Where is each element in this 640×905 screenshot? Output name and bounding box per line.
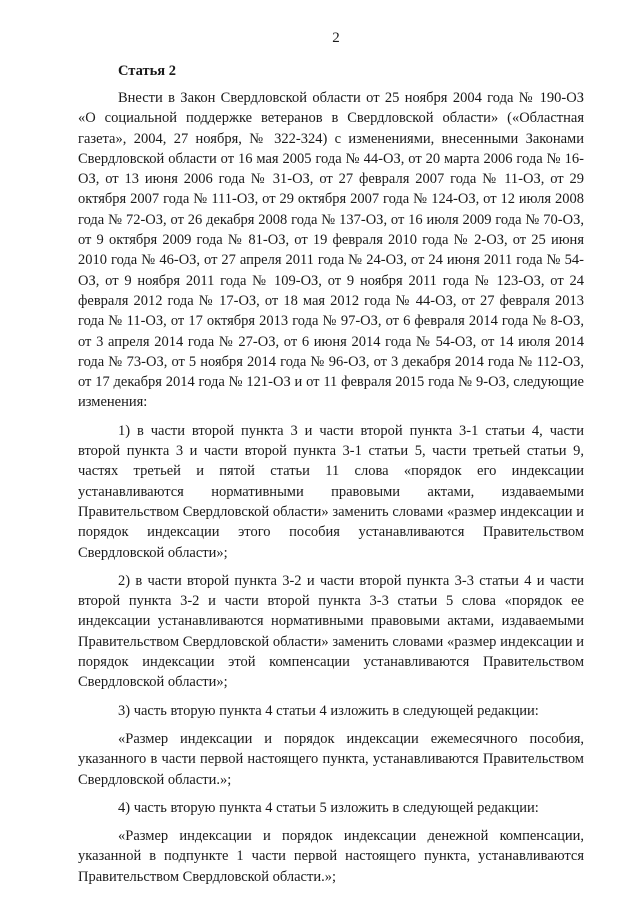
paragraph-quote-4: «Размер индексации и порядок индексации денежной компенсации, указанной в подпункте 1 части первой настоящего пункта, устанавливаются Правительством Свердловской области.»; xyxy=(78,828,584,885)
paragraph-quote-3: «Размер индексации и порядок индексации ежемесячного пособия, указанного в части первой настоящего пункта, устанавливаются Правительством Свердловской области.»; xyxy=(78,730,584,788)
article-heading: Статья 2 xyxy=(118,63,176,79)
document-page xyxy=(78,30,584,895)
paragraph-item-4: 4) часть вторую пункта 4 статьи 5 изложить в следующей редакции: xyxy=(118,799,539,816)
paragraph-intro: Внести в Закон Свердловской области от 25 ноября 2004 года № 190-ОЗ «О социальной поддержке ветеранов в Свердловской области» («Областная газета», 2004, 27 ноября, № 322-324) с изменениями, внесенными Законами Свердловской области от 16 мая 2005 года № 44-ОЗ, от 20 марта 2006 года № 16-ОЗ, от 13 июня 2006 года № 31-ОЗ, от 27 февраля 2007 года № 11-ОЗ, от 29 октября 2007 года № 111-ОЗ, от 29 октября 2007 года № 124-ОЗ, от 12 июля 2008 года № 72-ОЗ, от 26 декабря 2008 года № 137-ОЗ, от 16 июля 2009 года № 70-ОЗ, от 9 октября 2009 года № 81-ОЗ, от 19 февраля 2010 года № 2-ОЗ, от 25 июня 2010 года № 46-ОЗ, от 27 апреля 2011 года № 24-ОЗ, от 24 июня 2011 года № 54-ОЗ, от 9 ноября 2011 года № 109-ОЗ, от 9 ноября 2011 года № 123-ОЗ, от 24 февраля 2012 года № 17-ОЗ, от 18 мая 2012 года № 44-ОЗ, от 27 февраля 2013 года № 11-ОЗ, от 17 октября 2013 года № 97-ОЗ, от 6 февраля 2014 года № 8-ОЗ, от 3 апреля 2014 года № 27-ОЗ, от 6 июня 2014 года № 54-ОЗ, от 14 июля 2014 года № 73-ОЗ, от 5 ноября 2014 года № 96-ОЗ, от 3 декабря 2014 года № 112-ОЗ, от 17 декабря 2014 года № 121-ОЗ и от 11 февраля 2015 года № 9-ОЗ, следующие изменения: xyxy=(78,90,584,411)
paragraph-item-1: 1) в части второй пункта 3 и части второй пункта 3-1 статьи 4, части второй пункта 3 и части второй пункта 3-1 статьи 5, части третьей статьи 9, частях третьей и пятой статьи 11 слова «порядок его индексации устанавливаются нормативными правовыми актами, издаваемыми Правительством Свердловской области» заменить словами «размер индексации и порядок индексации этого пособия устанавливаются Правительством Свердловской области»; xyxy=(78,422,584,561)
page-number: 2 xyxy=(332,30,340,46)
paragraph-item-3: 3) часть вторую пункта 4 статьи 4 изложить в следующей редакции: xyxy=(118,702,539,719)
paragraph-item-2: 2) в части второй пункта 3-2 и части второй пункта 3-3 статьи 4 и части второй пункта 3-2 и части второй пункта 3-3 статьи 5 слова «порядок ее индексации устанавливаются нормативными правовыми актами, издаваемыми Правительством Свердловской области» заменить словами «размер индексации и порядок индексации этой компенсации устанавливаются Правительством Свердловской области»; xyxy=(78,572,584,691)
